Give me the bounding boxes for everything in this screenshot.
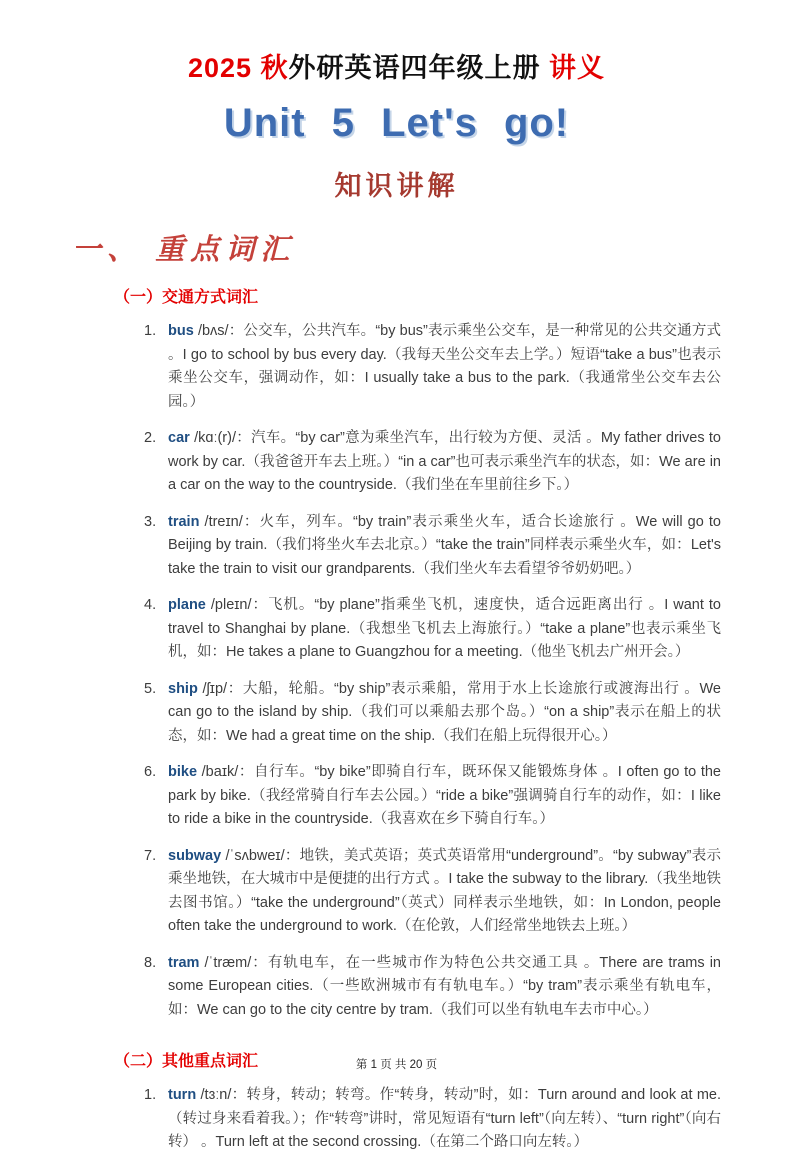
item-text [168,594,721,665]
definition-text: 自行车。“by bike”即骑自行车，既环保又能锻炼身体 。I often go to the park by bike.（我经常骑自行车去公园。）“ride a bike”强调骑自行车的动作，如：I like to ride a bike in the countryside.（我喜欢在乡下骑自行车。） [168,764,721,827]
item-number: 1. [144,1087,157,1103]
vocab-word: turn [168,1087,197,1103]
vocab-item-bus [144,320,721,414]
phonetic: /ˈtræm/： [199,954,268,971]
page-number: 第 1 页 共 20 页 [355,1059,438,1071]
doc-title-year: 2025 秋 [187,53,289,83]
definition-text: 有轨电车，在一些城市作为特色公共交通工具 。There are trams in some European cities.（一些欧洲城市有有轨电车。）“by tram”表示乘坐有轨电车，如：We can go to the city centre by tram.（我们可以坐有轨电车去市中心。） [168,954,721,1018]
item-number: 2. [144,430,157,446]
lesson-title: 知识讲解 [334,171,459,201]
other-vocab-list [144,1084,721,1155]
vocab-item-ship [144,678,721,749]
vocab-item-bike [144,761,721,832]
phonetic: /treɪn/： [199,513,260,530]
item-text [168,761,721,832]
item-text [168,320,721,414]
vocab-item-subway [144,845,721,939]
item-text [168,678,721,749]
definition-text: 大船，轮船。“by ship”表示乘船，常用于水上长途旅行或渡海出行 。We can go to the island by ship.（我们可以乘船去那个岛。）“on a ship”表示在船上的状态，如：We had a great time on the ship.（我们在船上玩得很开心。） [168,680,721,744]
item-number: 7. [144,847,157,864]
phonetic: /baɪk/： [197,764,254,780]
vocab-word: train [168,513,200,530]
subsection-heading-other: （二）其他重点词汇 [114,1053,259,1070]
phonetic: /tɜːn/： [196,1087,247,1103]
item-number: 4. [144,597,157,613]
item-number: 5. [144,680,157,697]
vocab-word: ship [168,680,198,697]
phonetic: /kɑː(r)/： [189,430,252,446]
vocab-word: bus [168,323,194,339]
vocab-item-turn [144,1084,721,1155]
vocab-item-car [144,427,721,498]
item-text [168,845,721,939]
phonetic: /ˈsʌbweɪ/： [221,847,300,864]
phonetic: /ʃɪp/： [197,680,243,697]
item-text [168,427,721,498]
definition-text: 转身，转动；转弯。作“转身，转动”时，如：Turn around and look at me.（转过身来看着我。）；作“转弯”讲时，常见短语有“turn left”（向左转）、“turn right”（向右转） 。Turn left at the second crossing.（在第二个路口向左转。） [168,1087,722,1150]
item-number: 6. [144,764,157,780]
item-text [168,1084,721,1155]
doc-title-series: 外研英语四年级上册 [288,53,541,83]
unit-title: Unit 5 Let's go! [223,101,570,145]
doc-title [70,46,723,85]
vocab-item-train [144,511,721,582]
item-number: 3. [144,513,157,530]
definition-text: 汽车。“by car”意为乘坐汽车，出行较为方便、灵活 。My father drives to work by car.（我爸爸开车去上班。）“in a car”也可表示乘坐汽车的状态，如：We are in a car on the way to the countryside.（我们坐在车里前往乡下。） [168,430,721,493]
vocab-item-tram [144,952,721,1023]
doc-title-suffix: 讲义 [540,53,606,83]
vocab-word: plane [168,597,206,613]
vocab-word: subway [168,847,222,864]
definition-text: 火车，列车。“by train”表示乘坐火车，适合长途旅行 。We will go to Beijing by train.（我们将坐火车去北京。）“take the train”同样表示乘坐火车，如：Let's take the train to visit our grandparents.（我们坐火车去看望爷爷奶奶吧。） [168,513,721,577]
transport-vocab-list [144,320,721,1022]
item-number: 8. [144,954,157,971]
vocab-word: tram [168,954,200,971]
section-heading-vocab: 一、 重点词汇 [72,234,296,266]
item-number: 1. [144,323,157,339]
definition-text: 飞机。“by plane”指乘坐飞机，速度快，适合远距离出行 。I want to travel to Shanghai by plane.（我想坐飞机去上海旅行。）“take a plane”也表示乘坐飞机，如：He takes a plane to Guangzhou for a meeting.（他坐飞机去广州开会。） [168,597,721,660]
definition-text: 公交车，公共汽车。“by bus”表示乘坐公交车，是一种常见的公共交通方式 。I go to school by bus every day.（我每天坐公交车去上学。）短语“take a bus”也表示乘坐公交车，强调动作，如：I usually take a bus to the park.（我通常坐公交车去公园。） [168,323,721,410]
vocab-item-plane [144,594,721,665]
item-text [168,511,721,582]
vocab-word: car [168,430,190,446]
phonetic: /bʌs/： [193,323,244,339]
item-text [168,952,721,1023]
phonetic: /pleɪn/： [205,597,268,613]
subsection-heading-transport: （一）交通方式词汇 [114,289,259,306]
vocab-word: bike [168,764,198,780]
definition-text: 地铁，美式英语；英式英语常用“underground”。“by subway”表示乘坐地铁，在大城市中是便捷的出行方式 。I take the subway to the library.（我坐地铁去图书馆。）“take the underground”（英式）同样表示坐地铁，如：In London, people often take the underground to work.（在伦敦，人们经常坐地铁去上班。） [168,847,721,934]
